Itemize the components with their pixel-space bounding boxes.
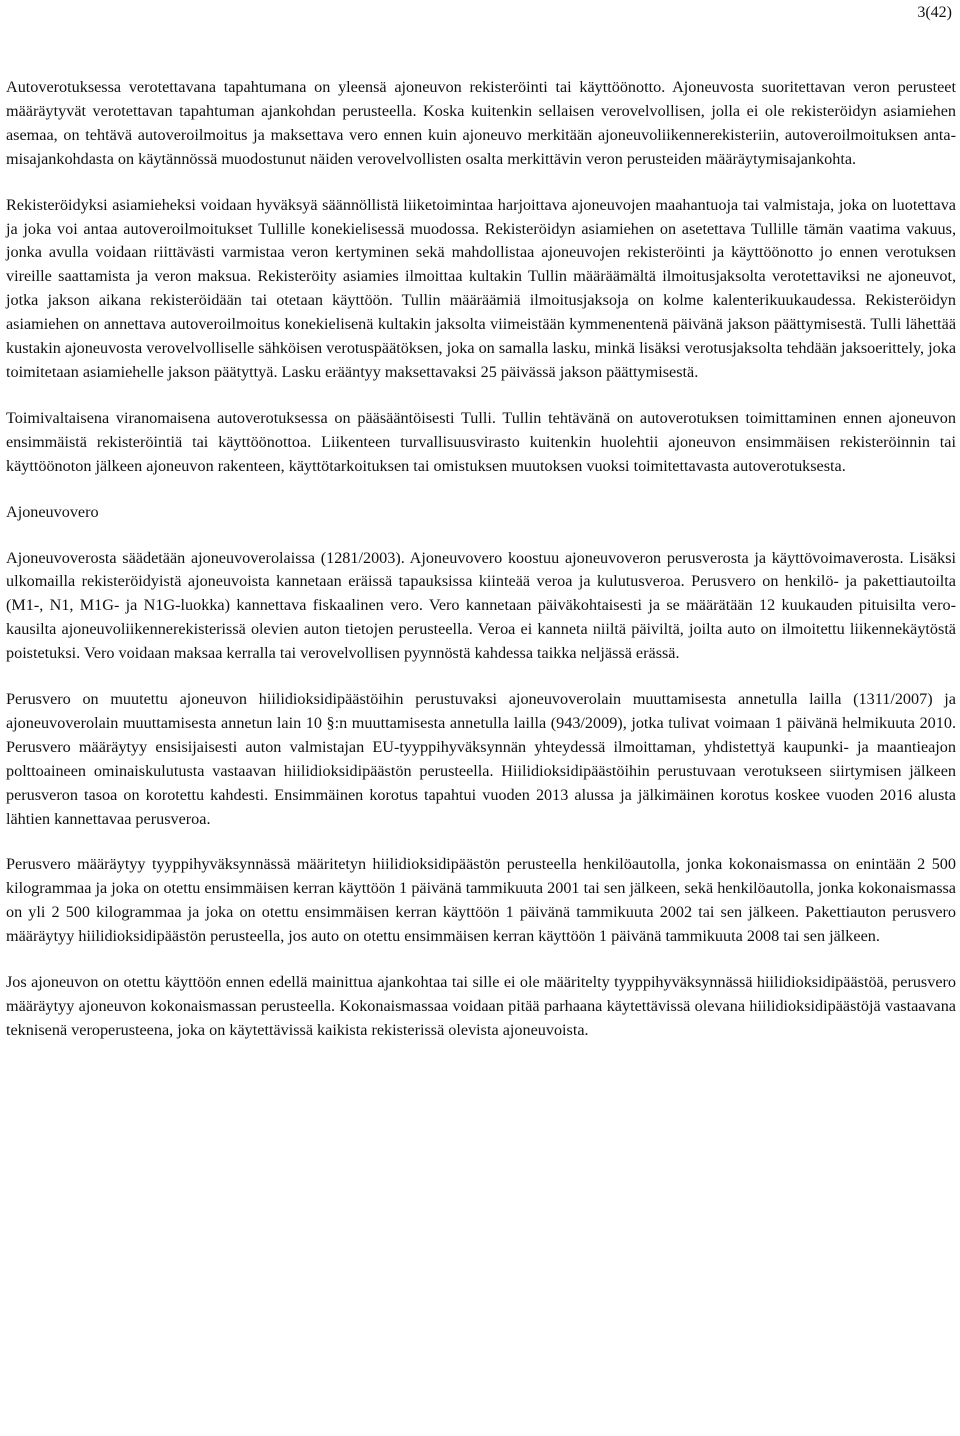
page-number: 3(42) bbox=[917, 4, 952, 21]
paragraph-total-mass-basis: Jos ajoneuvon on otettu käyttöön ennen edellä mainittua ajankohtaa tai sille ei ole määritelty tyyppihyväksynnässä hiilidioksidipäästöä, perusvero määräytyy ajoneuvon kokonaismassan perusteella. Kokonaismassaa voidaan pitää parhaana käytettävissä olevana hiilidioksidipäästöjä vastaavana teknisenä veroperusteena, joka on käytettävissä kaikista rekisterissä olevista ajoneuvoista. bbox=[6, 973, 956, 1039]
document-body bbox=[6, 76, 956, 1065]
paragraph-vehicle-tax-law: Ajoneuvoverosta säädetään ajoneuvoverolaissa (1281/2003). Ajoneuvovero koostuu ajoneuvoveron perusverosta ja käyttövoimaverosta. Lisäksi ulkomailla rekisteröidyistä ajoneuvoista kannetaan eräissä tapauksissa kiinteää veroa ja kulutusveroa. Perusvero on henkilö- ja pakettiautoilta (M1-, N1, M1G- ja N1G-luokka) kannettava fiskaalinen vero. Vero kannetaan päiväkohtaisesti ja se määrätään 12 kuukauden pituisilta verokausilta ajoneuvoliikennerekisterissä olevien auton tietojen perusteella. Veroa ei kanneta niiltä päiviltä, joilta auto on ilmoitettu liikennekäytöstä poistetuksi. Vero voidaan maksaa kerralla tai verovelvollisen pyynnöstä kahdessa taikka neljässä erässä. bbox=[6, 548, 956, 663]
section-heading: Ajoneuvovero bbox=[6, 502, 99, 521]
paragraph-base-tax-change: Perusvero on muutettu ajoneuvon hiilidioksidipäästöihin perustuvaksi ajoneuvoverolain muuttamisesta annetulla lailla (1311/2007) ja ajoneuvoverolain muuttamisesta annetun lain 10 §:n muuttamisesta annetulla lailla (943/2009), jotka tulivat voimaan 1 päivänä helmikuuta 2010. Perusvero määräytyy ensisijaisesti auton valmistajan EU-tyyppihyväksynnän yhteydessä ilmoittaman, yhdistettyä kaupunki- ja maantieajon polttoaineen ominaiskulutusta vastaavan hiilidioksidipäästön perusteella. Hiilidioksidipäästöihin perustuvaan verotukseen siirtymisen jälkeen perusveron tasoa on korotettu kahdesti. Ensimmäinen korotus tapahtui vuoden 2013 alussa ja jälkimäinen korotus koskee vuoden 2016 alusta lähtien kannettavaa perusveroa. bbox=[6, 690, 956, 828]
paragraph-competent-authority: Toimivaltaisena viranomaisena autoverotuksessa on pääsääntöisesti Tulli. Tullin tehtävänä on autoverotuksen toimittaminen ennen ajoneuvon ensimmäistä rekisteröintiä tai käyttöönottoa. Liikenteen turvallisuusvirasto kuitenkin huolehtii ajoneuvon ensimmäisen rekisteröinnin tai käyttöönoton jälkeen ajoneuvon rakenteen, käyttötarkoituksen tai omistuksen muutoksen vuoksi toimitettavasta autoverotuksesta. bbox=[6, 408, 956, 475]
paragraph-registered-agent: Rekisteröidyksi asiamieheksi voidaan hyväksyä säännöllistä liiketoimintaa harjoittava ajoneuvojen maahantuoja tai valmistaja, joka on luotettava ja joka voi antaa autoveroilmoitukset Tullille konekielisessä muodossa. Rekisteröidyn asiamiehen on asetettava Tullille tämän vaatima vakuus, jonka avulla voidaan riittävästi varmistaa veron kertyminen sekä mahdollistaa ajoneuvojen rekisteröinti ja käyttöönotto jo ennen verotuksen vireille saattamista ja veron maksua. Rekisteröity asiamies ilmoittaa kultakin Tullin määräämältä ilmoitusjaksolta verotettaviksi ne ajoneuvot, jotka jakson aikana rekisteröidään tai otetaan käyttöön. Tullin määräämiä ilmoitusjaksoja on kolme kalenterikuukaudessa. Rekisteröidyn asiamiehen on annettava autoveroilmoitus konekielisenä kultakin jaksolta viimeistään kymmenentenä päivänä jakson päättymisestä. Tulli lähettää kustakin ajoneuvosta verovelvolliselle sähköisen verotuspäätöksen, joka on samalla lasku, minkä lisäksi verotusjaksolta tehdään jaksoerittely, joka toimitetaan asiamiehelle jakson päätyttyä. Lasku erääntyy maksettavaksi 25 päivässä jakson päättymisestä. bbox=[6, 195, 956, 381]
paragraph-base-tax-determination: Perusvero määräytyy tyyppihyväksynnässä määritetyn hiilidioksidipäästön perusteella henkilöautolla, jonka kokonaismassa on enintään 2 500 kilogrammaa ja joka on otettu ensimmäisen kerran käyttöön 1 päivänä tammikuuta 2001 tai sen jälkeen, sekä henkilöautolla, jonka kokonaismassa on yli 2 500 kilogrammaa ja joka on otettu ensimmäisen kerran käyttöön 1 päivänä tammikuuta 2002 tai sen jälkeen. Pakettiauton perusvero määräytyy hiilidioksidipäästön perusteella, jos auto on otettu ensimmäisen kerran käyttöön 1 päivänä tammikuuta 2008 tai sen jälkeen. bbox=[6, 855, 956, 946]
paragraph-taxable-event: Autoverotuksessa verotettavana tapahtumana on yleensä ajoneuvon rekisteröinti tai käyttöönotto. Ajoneuvosta suoritettavan veron perusteet määräytyvät verotettavan tapahtuman ajankohdan perusteella. Koska kuitenkin sellaisen verovelvollisen, jolla ei ole rekisteröidyn asiamiehen asemaa, on tehtävä autoveroilmoitus ja maksettava vero ennen kuin ajoneuvo merkitään ajoneuvoliikennerekisteriin, autoveroilmoituksen antamisajankohdasta on käytännössä muodostunut näiden verovelvollisten osalta merkittävin veron perusteiden määräytymisajankohta. bbox=[6, 78, 956, 168]
